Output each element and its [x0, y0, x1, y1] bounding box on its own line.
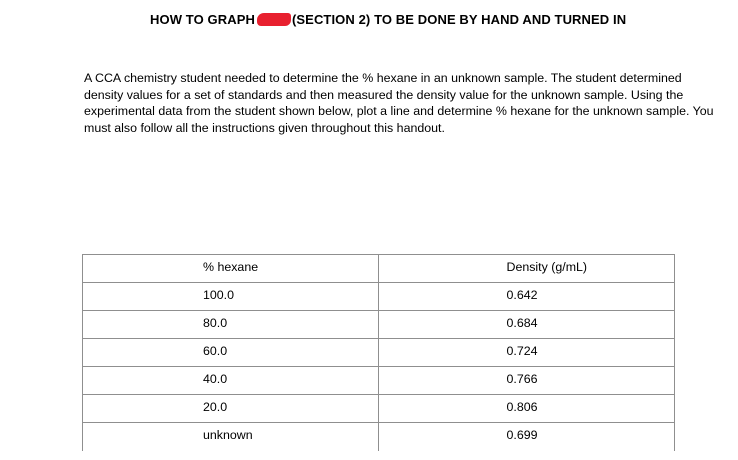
cell-hexane: 100.0: [83, 283, 379, 311]
table-header-row: [83, 255, 675, 283]
cell-density: 0.724: [378, 339, 675, 367]
table-row: [83, 395, 675, 423]
cell-hexane: 40.0: [83, 367, 379, 395]
table-row: [83, 367, 675, 395]
cell-density: 0.766: [378, 367, 675, 395]
header-hexane: % hexane: [83, 255, 379, 283]
cell-hexane: unknown: [83, 423, 379, 451]
table-row: [83, 283, 675, 311]
table-row: [83, 339, 675, 367]
header-density: Density (g/mL): [378, 255, 675, 283]
cell-density: 0.642: [378, 283, 675, 311]
cell-hexane: 60.0: [83, 339, 379, 367]
cell-hexane: 20.0: [83, 395, 379, 423]
table-row: [83, 311, 675, 339]
page-heading: [150, 12, 626, 27]
cell-density: 0.684: [378, 311, 675, 339]
heading-suffix: (SECTION 2) TO BE DONE BY HAND AND TURNED IN: [291, 12, 627, 27]
table-row-unknown: [83, 423, 675, 451]
instructions-paragraph: A CCA chemistry student needed to determine the % hexane in an unknown sample. The student determined density values for a set of standards and then measured the density value for the unknown sample. Using the experimental data from the student shown below, plot a line and determine % hexane for the unknown sample. You must also follow all the instructions given throughout this handout.: [84, 71, 714, 135]
cell-hexane: 80.0: [83, 311, 379, 339]
cell-density: 0.806: [378, 395, 675, 423]
redaction-mark: [257, 13, 291, 26]
heading-prefix: HOW TO GRAPH: [150, 12, 255, 27]
cell-density: 0.699: [378, 423, 675, 451]
data-table: [82, 254, 675, 451]
